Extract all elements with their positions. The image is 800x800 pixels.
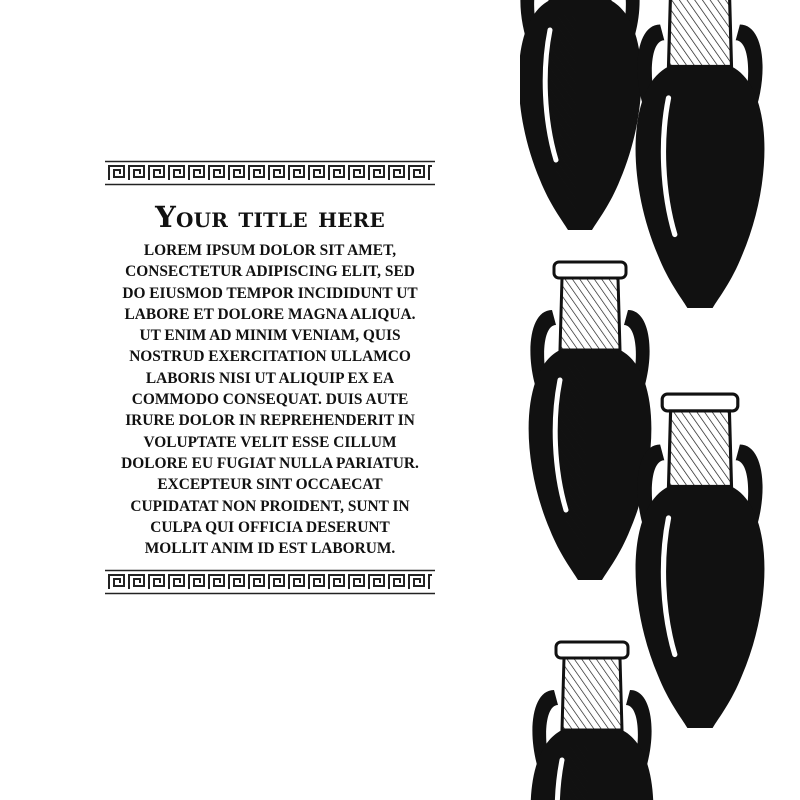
greek-key-border-bottom [105,569,435,595]
body-line: NOSTRUD EXERCITATION ULLAMCO [129,348,411,366]
body-line: DOLORE EU FUGIAT NULLA PARIATUR. [121,454,419,472]
body-line: UT ENIM AD MINIM VENIAM, QUIS [139,327,401,345]
page-title: Your title here [155,200,385,234]
body-line: DO EIUSMOD TEMPOR INCIDIDUNT UT [122,284,418,302]
body-line: CONSECTETUR ADIPISCING ELIT, SED [125,263,415,281]
body-line: CULPA QUI OFFICIA DESERUNT [150,518,390,536]
body-line: MOLLIT ANIM ID EST LABORUM. [144,540,396,558]
body-line: COMMODO CONSEQUAT. DUIS AUTE [131,391,409,409]
body-line: CUPIDATAT NON PROIDENT, SUNT IN [130,497,410,515]
body-line: LABORIS NISI UT ALIQUIP EX EA [145,369,395,387]
text-panel [105,160,435,595]
greek-key-border-top [105,160,435,186]
body-line: IRURE DOLOR IN REPREHENDERIT IN [125,412,415,430]
body-line: VOLUPTATE VELIT ESSE CILLUM [143,433,397,451]
body-text [105,240,435,559]
body-line: LABORE ET DOLORE MAGNA ALIQUA. [124,305,416,323]
body-line: EXCEPTEUR SINT OCCAECAT [157,476,383,494]
amphora-border-illustration [520,0,800,800]
body-line: LOREM IPSUM DOLOR SIT AMET, [143,242,397,259]
